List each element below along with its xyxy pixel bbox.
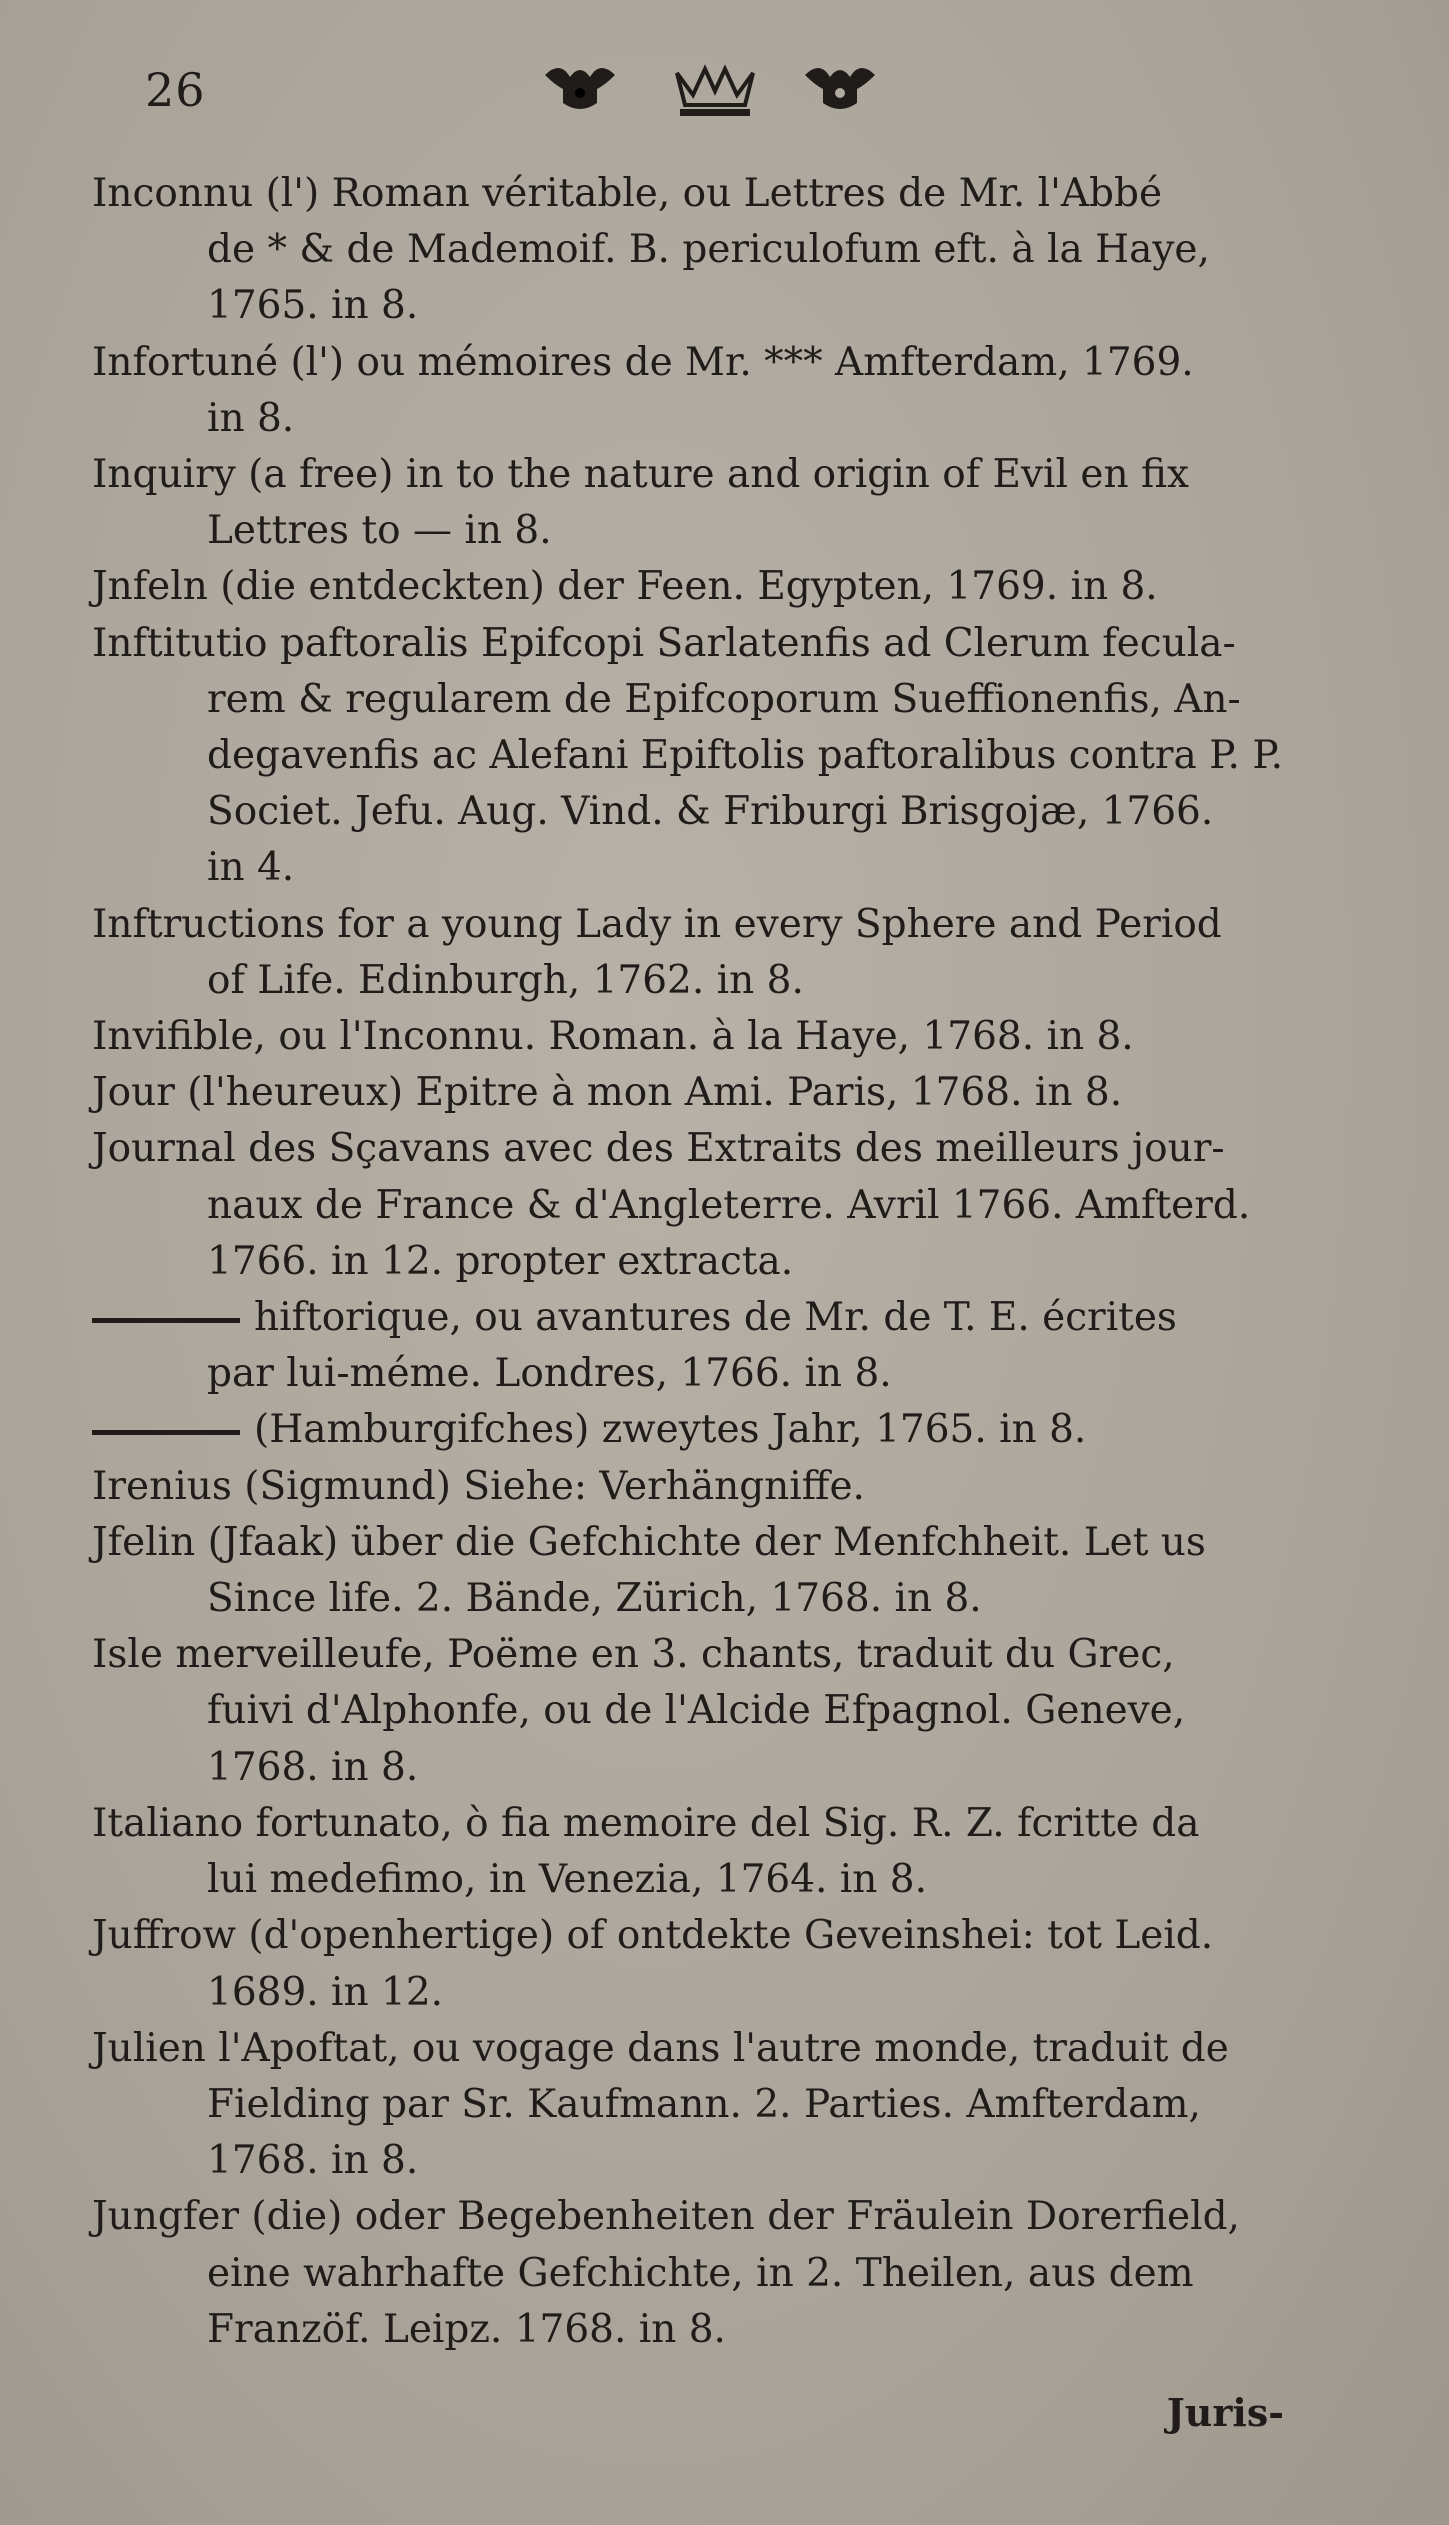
catalog-entry (92, 1290, 1347, 1402)
crown-ornament-left-icon (535, 55, 625, 125)
entry-continuation-line: Fielding par Sr. Kaufmann. 2. Parties. Amfterdam, (207, 2081, 1201, 2127)
catalog-entry (92, 2021, 1347, 2190)
entry-heading-line: Inftitutio paftoralis Epifcopi Sarlatenfis ad Clerum fecula- (92, 620, 1236, 666)
entry-heading-line: Italiano fortunato, ò fia memoire del Sig. R. Z. fcritte da (92, 1800, 1200, 1846)
catalog-entry (92, 897, 1347, 1009)
entry-continuation-line: lui medefimo, in Venezia, 1764. in 8. (207, 1857, 927, 1903)
page-number: 26 (145, 63, 206, 117)
entry-text: hiftorique, ou avantures de Mr. de T. E. écrites (254, 1295, 1177, 1341)
entry-heading-line: Inquiry (a free) in to the nature and origin of Evil en fix (92, 452, 1189, 498)
entry-heading-line: Invifible, ou l'Inconnu. Roman. à la Haye, 1768. in 8. (92, 1014, 1134, 1060)
catalog-entry (92, 616, 1347, 897)
entry-continuation-line: eine wahrhafte Gefchichte, in 2. Theilen, aus dem (207, 2250, 1194, 2296)
entry-continuation-line: naux de France & d'Angleterre. Avril 1766. Amfterd. (207, 1182, 1251, 1228)
entry-heading-line: Isle merveilleufe, Poëme en 3. chants, traduit du Grec, (92, 1632, 1175, 1678)
entry-continuation-line: 1768. in 8. (207, 2138, 419, 2184)
catalog-entry (92, 1627, 1347, 1796)
entry-continuation-line: Since life. 2. Bände, Zürich, 1768. in 8. (207, 1576, 982, 1622)
entry-heading-line: Jungfer (die) oder Begebenheiten der Fräulein Dorerfield, (92, 2194, 1240, 2240)
entry-heading-line: Inftructions for a young Lady in every Sphere and Period (92, 901, 1222, 947)
entry-continuation-line: in 4. (207, 845, 295, 891)
entry-continuation-line: 1765. in 8. (207, 283, 419, 329)
entry-continuation-line: Franzöf. Leipz. 1768. in 8. (207, 2306, 726, 2352)
catalog-entry (92, 1009, 1347, 1065)
entry-continuation-line: Lettres to — in 8. (207, 508, 552, 554)
entry-heading-line: Inconnu (l') Roman véritable, ou Lettres de Mr. l'Abbé (92, 171, 1163, 216)
catchword: Juris- (1166, 2390, 1284, 2435)
catalog-entry (92, 1065, 1347, 1121)
ditto-dash (92, 1318, 240, 1323)
catalog-entry (92, 335, 1347, 447)
catalog-entry (92, 1402, 1347, 1458)
entry-continuation-line: 1766. in 12. propter extracta. (207, 1238, 794, 1284)
catalog-entry (92, 1908, 1347, 2020)
crown-ornament-right-icon (795, 55, 885, 125)
entry-continuation-line: rem & regularem de Epifcoporum Sueffionenfis, An- (207, 676, 1241, 722)
entry-heading-line: Jfelin (Jfaak) über die Gefchichte der Menfchheit. Let us (92, 1519, 1206, 1565)
page-header (0, 55, 1449, 135)
catalog-entry (92, 559, 1347, 615)
entry-continuation-line: of Life. Edinburgh, 1762. in 8. (207, 957, 804, 1003)
entry-continuation-line: Societ. Jefu. Aug. Vind. & Friburgi Brisgojæ, 1766. (207, 789, 1214, 835)
entry-heading-line (92, 1290, 1347, 1346)
entry-continuation-line: par lui-méme. Londres, 1766. in 8. (207, 1351, 892, 1397)
entry-heading-line (92, 1402, 1347, 1458)
entry-continuation-line: in 8. (207, 395, 295, 441)
catalog-entry (92, 2189, 1347, 2358)
entry-text: (Hamburgifches) zweytes Jahr, 1765. in 8. (254, 1407, 1087, 1453)
entry-continuation-line: degavenfis ac Alefani Epiftolis paftoralibus contra P. P. (207, 733, 1284, 779)
catalog-entry (92, 166, 1347, 335)
entry-heading-line: Irenius (Sigmund) Siehe: Verhängniffe. (92, 1463, 865, 1509)
entry-heading-line: Infortuné (l') ou mémoires de Mr. *** Amfterdam, 1769. (92, 339, 1194, 385)
catalog-entry (92, 447, 1347, 559)
catalog-entry (92, 1796, 1347, 1908)
entry-continuation-line: 1768. in 8. (207, 1744, 419, 1790)
entry-heading-line: Jnfeln (die entdeckten) der Feen. Egypten, 1769. in 8. (92, 564, 1158, 610)
catalog-entry (92, 1459, 1347, 1515)
entry-heading-line: Jour (l'heureux) Epitre à mon Ami. Paris, 1768. in 8. (92, 1070, 1123, 1116)
entry-heading-line: Julien l'Apoftat, ou vogage dans l'autre monde, traduit de (92, 2025, 1229, 2071)
crown-ornament-center-icon (665, 55, 765, 125)
entry-heading-line: Journal des Sçavans avec des Extraits des meilleurs jour- (92, 1126, 1225, 1172)
entry-continuation-line: de * & de Mademoif. B. periculofum eft. à la Haye, (207, 227, 1210, 273)
entry-continuation-line: 1689. in 12. (207, 1969, 444, 2015)
catalog-entries (92, 166, 1347, 2358)
catalog-entry (92, 1515, 1347, 1627)
catalog-entry (92, 1121, 1347, 1290)
entry-heading-line: Juffrow (d'openhertige) of ontdekte Geveinshei: tot Leid. (92, 1913, 1214, 1959)
ditto-dash (92, 1430, 240, 1435)
entry-continuation-line: fuivi d'Alphonfe, ou de l'Alcide Efpagnol. Geneve, (207, 1688, 1186, 1734)
